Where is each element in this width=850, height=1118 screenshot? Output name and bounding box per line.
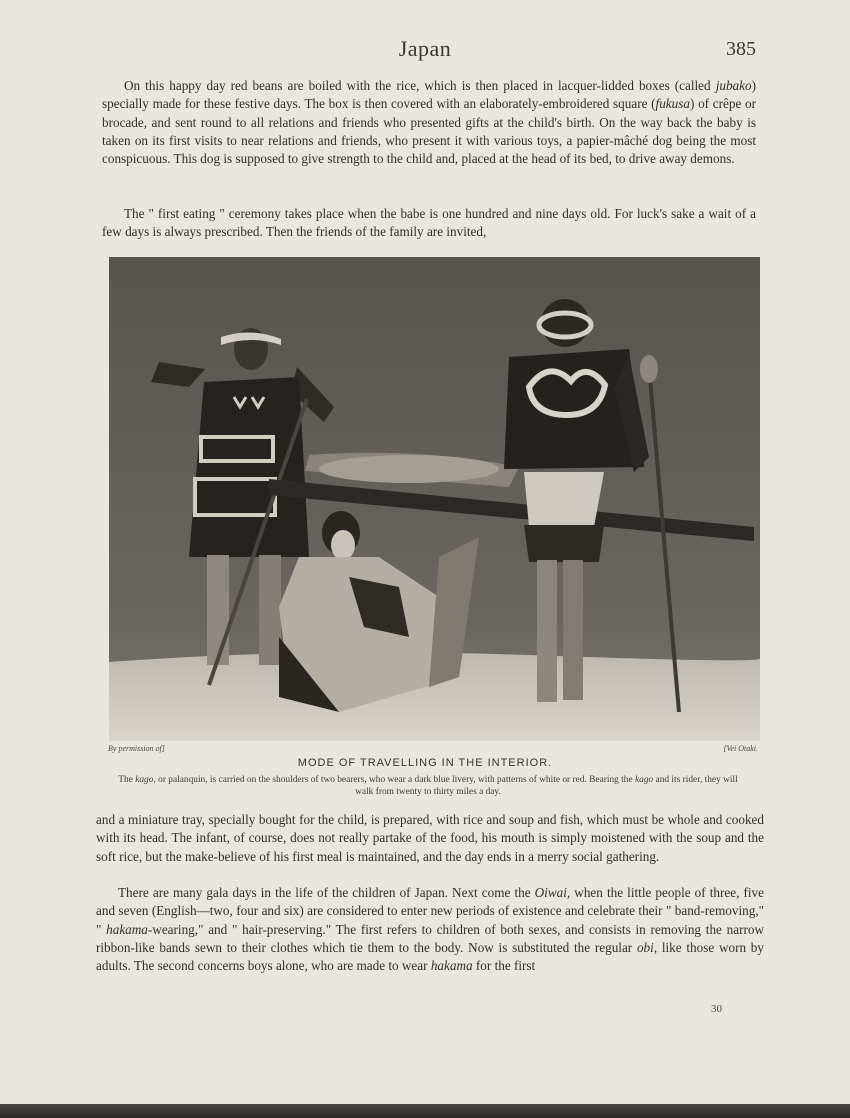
running-title: Japan	[398, 36, 452, 61]
page-bottom-edge	[0, 1104, 850, 1118]
paragraph-2: The " first eating " ceremony takes place when the babe is one hundred and nine days old. For luck's sake a wait of a few days is always prescribed. Then the friends of the family are invited,	[102, 206, 756, 240]
signature-mark: 30	[711, 1003, 722, 1015]
photo-credit-right: [Vei Otaki.	[723, 744, 758, 753]
paragraph-1: On this happy day red beans are boiled with the rice, which is then placed in lacquer-lidded boxes (called jubako) specially made for these festive days. The box is then covered with an elaborately-embroidered square (fukusa) of crêpe or brocade, and sent round to all relations and friends who presented gifts at the child's birth. On the way back the baby is taken on its first visits to near relations and friends, who present it with various toys, a papier-mâché dog being the most conspicuous. This dog is supposed to give strength to the child and, placed at the head of its bed, to drive away demons.	[102, 78, 756, 167]
photo-credit-left: By permission of]	[108, 744, 165, 753]
photograph-kago-bearers	[109, 257, 760, 741]
figure-caption: The kago, or palanquin, is carried on the shoulders of two bearers, who wear a dark blue livery, with patterns of white or red. Bearing the kago and its rider, they will walk from twenty to thirty miles a day.	[118, 775, 738, 797]
figure-caption-title: MODE OF TRAVELLING IN THE INTERIOR.	[297, 757, 553, 769]
paragraph-4: There are many gala days in the life of the children of Japan. Next come the Oiwai, when the little people of three, five and seven (English—two, four and six) are considered to enter new periods of existence and celebrate their " band-removing," " hakama-wearing," and " hair-preserving." The first refers to children of both sexes, and consists in removing the narrow ribbon-like bands sewn to their clothes which tie them to the body. Now is substituted the regular obi, like those worn by adults. The second concerns boys alone, who are made to wear hakama for the first	[96, 885, 765, 974]
paragraph-3: and a miniature tray, specially bought for the child, is prepared, with rice and soup and fish, which must be whole and cooked with its head. The infant, of course, does not really partake of the food, his mouth is simply moistened with the soup and the soft rice, but the make-believe of his first meal is maintained, and the day ends in a merry social gathering.	[96, 812, 764, 864]
page-number: 385	[726, 38, 756, 60]
